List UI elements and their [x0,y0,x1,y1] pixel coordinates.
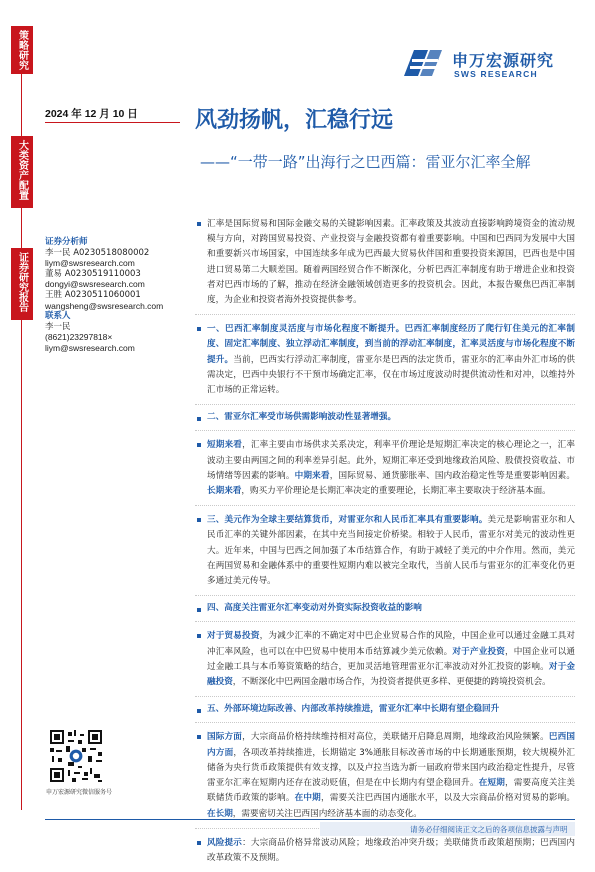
bold-term: 风险提示 [207,837,243,848]
bold-term: 中期来看 [294,470,330,481]
company-logo [402,42,562,82]
bold-term: 对于贸易投资 [207,631,260,642]
summary-paragraph-2 [195,431,575,506]
date-rule [45,122,180,123]
sidebar-tag-asset-allocation [11,136,33,208]
logo-mark-icon [402,46,448,80]
summary-paragraph-5 [195,723,575,828]
paragraph-text: ，汇率主要由市场供求关系决定，利率平价理论是短期汇率决定的核心理论之一，汇率波动主要由两国之间的利率差异引起。此外，短期汇率还受到地缘政治风险、股债投资收益、市场情绪等因素的影响。 [207,440,575,481]
summary-heading-5 [195,697,575,723]
summary-paragraph-4 [195,622,575,697]
qr-caption: 申万宏源研究微信服务号 [46,789,113,796]
paragraph-text: 当前，巴西实行浮动汇率制度，雷亚尔是巴西的法定货币，雷亚尔的汇率由外汇市场的供需决定，巴西中央银行不干预市场确定汇率，仅在市场过度波动时提供流动性和对冲，以维持外汇市场的正常运转。 [207,354,575,396]
contact-email-link[interactable]: liym@swsresearch.com [45,342,135,353]
bold-term: 在中期 [294,793,321,804]
summary-paragraph-1 [195,315,575,405]
side-strip [0,0,33,841]
paragraph-text: ，需要高度关注美联储货币政策的影响。 [207,778,575,804]
summary-paragraph-3 [195,506,575,596]
bold-term: 在长期 [207,808,233,819]
footer-disclaimer: 请务必仔细阅读正文之后的各项信息披露与声明 [410,825,568,834]
analyst-email-link[interactable]: dongyi@swsresearch.com [45,279,145,290]
sidebar-tag-asset-allocation-label: 大类资产配置 [16,140,28,200]
logo-cn-text: 申万宏源研究 [452,51,555,70]
analyst-email-link[interactable]: liym@swsresearch.com [45,258,135,269]
report-subtitle: ——“一带一路”出海行之巴西篇：雷亚尔汇率全解 [200,153,531,171]
analyst-line: 王胜 A0230511060001 [45,289,141,300]
paragraph-bold-heading: 四、高度关注雷亚尔汇率变动对外资实际投资收益的影响 [207,603,422,614]
sidebar-tag-report-label: 证券研究报告 [16,252,28,312]
bold-term: 长期来看 [207,486,242,497]
analyst-line: 董易 A0230519110003 [45,268,141,279]
sidebar-tag-strategy-label: 策略研究 [16,30,28,70]
analyst-email-link[interactable]: wangsheng@swsresearch.com [45,300,164,311]
logo-en-text: SWS RESEARCH [454,69,538,79]
paragraph-bold-heading: 五、外部环境边际改善、内部改革持续推进，雷亚尔汇率中长期有望企稳回升 [207,704,500,715]
sidebar-divider [21,208,22,248]
analyst-block [45,237,180,354]
paragraph-text: ：大宗商品价格异常波动风险；地缘政治冲突升级；美联储货币政策超预期；巴西国内改革政策不及预期。 [207,837,575,863]
contact-line: 李一民 [45,321,71,332]
sidebar-tag-report [11,248,33,320]
paragraph-text: ，大宗商品价格持续维持相对高位，美联储开启降息周期，地缘政治风险频繁。 [242,732,549,743]
report-date: 2024 年 12 月 10 日 [45,108,138,120]
bold-term: 巴西国内方面 [207,732,575,758]
contact-line: (8621)23297818× [45,332,113,343]
analyst-line: 李一民 A0230518080002 [45,247,150,258]
paragraph-text: 美元是影响雷亚尔和人民币汇率的关键外部因素，在其中充当间接定价桥梁。相较于人民币，雷亚尔对美元的波动性更大。近年来，中国与巴西之间加强了本币结算合作，有助于减轻了美元的中介作用。然而，美元在两国贸易和金融体系中的重要性短期内难以被完全取代，当前人民币与雷亚尔的汇率变化仍更多通过美元传导。 [207,515,575,587]
bold-term: 对于产业投资 [452,646,506,657]
bold-term: 对于金融投资 [207,661,575,688]
paragraph-text: ，不断深化中巴两国金融市场合作，为投资者提供更多样、更便捷的跨境投资机会。 [232,677,551,688]
paragraph-bold-heading: 一、巴西汇率制度灵活度与市场化程度不断提升。巴西汇率制度经历了爬行钉住美元的汇率制度、固定汇率制度、独立浮动汇率制度，到当前的浮动汇率制度，汇率灵活度与市场化程度不断提升。 [207,324,575,365]
report-summary [195,210,575,872]
sidebar-tag-strategy [11,26,33,74]
sidebar-divider [21,320,22,810]
paragraph-text: ，为减少汇率的不确定对中巴企业贸易合作的风险，中国企业可以通过金融工具对冲汇率风险，也可以在中巴贸易中使用本币结算减少美元依赖。 [207,631,575,657]
paragraph-bold-heading: 三、美元作为全球主要结算货币，对雷亚尔和人民币汇率具有重要影响。 [207,515,488,526]
analyst-header: 证券分析师 [45,237,88,247]
footer-rule [45,819,575,820]
paragraph-text: ，中国企业可以通过金融工具与本币筹资策略的结合，更加灵活地管理雷亚尔汇率波动对外汇投资的影响。 [207,646,575,672]
contact-header: 联系人 [45,311,71,322]
bold-term: 国际方面 [207,732,243,743]
paragraph-bold-heading: 二、雷亚尔汇率受市场供需影响波动性显著增强。 [207,412,397,423]
sidebar-divider [21,74,22,136]
summary-heading-4 [195,596,575,622]
paragraph-text: ，购买力平价理论是长期汇率决定的重要理论，长期汇率主要取决于经济基本面。 [241,486,551,497]
paragraph-text: ，需要关注巴西国内通胀水平，以及大宗商品价格对贸易的影响。 [320,793,575,804]
bold-term: 短期来看 [207,440,243,451]
qr-code-icon[interactable] [48,728,104,784]
bold-term: 在短期 [478,778,506,789]
paragraph-text: ，各项改革持续推进，长期锚定 3%通胀目标改善市场的中长期通胀预期，较大规模外汇储备为央行货币政策提供有效支撑，以及卢拉当选为新一届政府带来国内政治稳定性提升，尽管雷亚尔汇率在短期内还存在波动贬值，但是在中长期内有望企稳回升。 [207,747,575,789]
paragraph-text: 汇率是国际贸易和国际金融交易的关键影响因素。汇率政策及其波动直接影响跨境资金的流动规模与方向，对跨国贸易投资、产业投资与金融投资都有着重要影响。中国和巴西同为发展中大国和重要新兴市场国家，中国连续多年成为巴西最大贸易伙伴国和重要投资来源国，巴西也是中国进口贸易第二大顺差国。随着两国经贸合作不断深化，分析巴西汇率制度有助于增进企业和投资者对巴西市场的了解，推动在经济金融领域创造更多的投资机会。因此，本报告聚焦巴西汇率制度，为企业和投资者海外投资提供参考。 [207,219,575,306]
report-title: 风劲扬帆，汇稳行远 [195,108,394,133]
summary-heading-2 [195,405,575,431]
paragraph-text: ，需要密切关注巴西国内经济基本面的动态变化。 [232,808,422,819]
summary-paragraph-intro [195,210,575,315]
paragraph-text: ，国际贸易、通货膨胀率、国内政治稳定性等是重要影响因素。 [329,470,575,481]
